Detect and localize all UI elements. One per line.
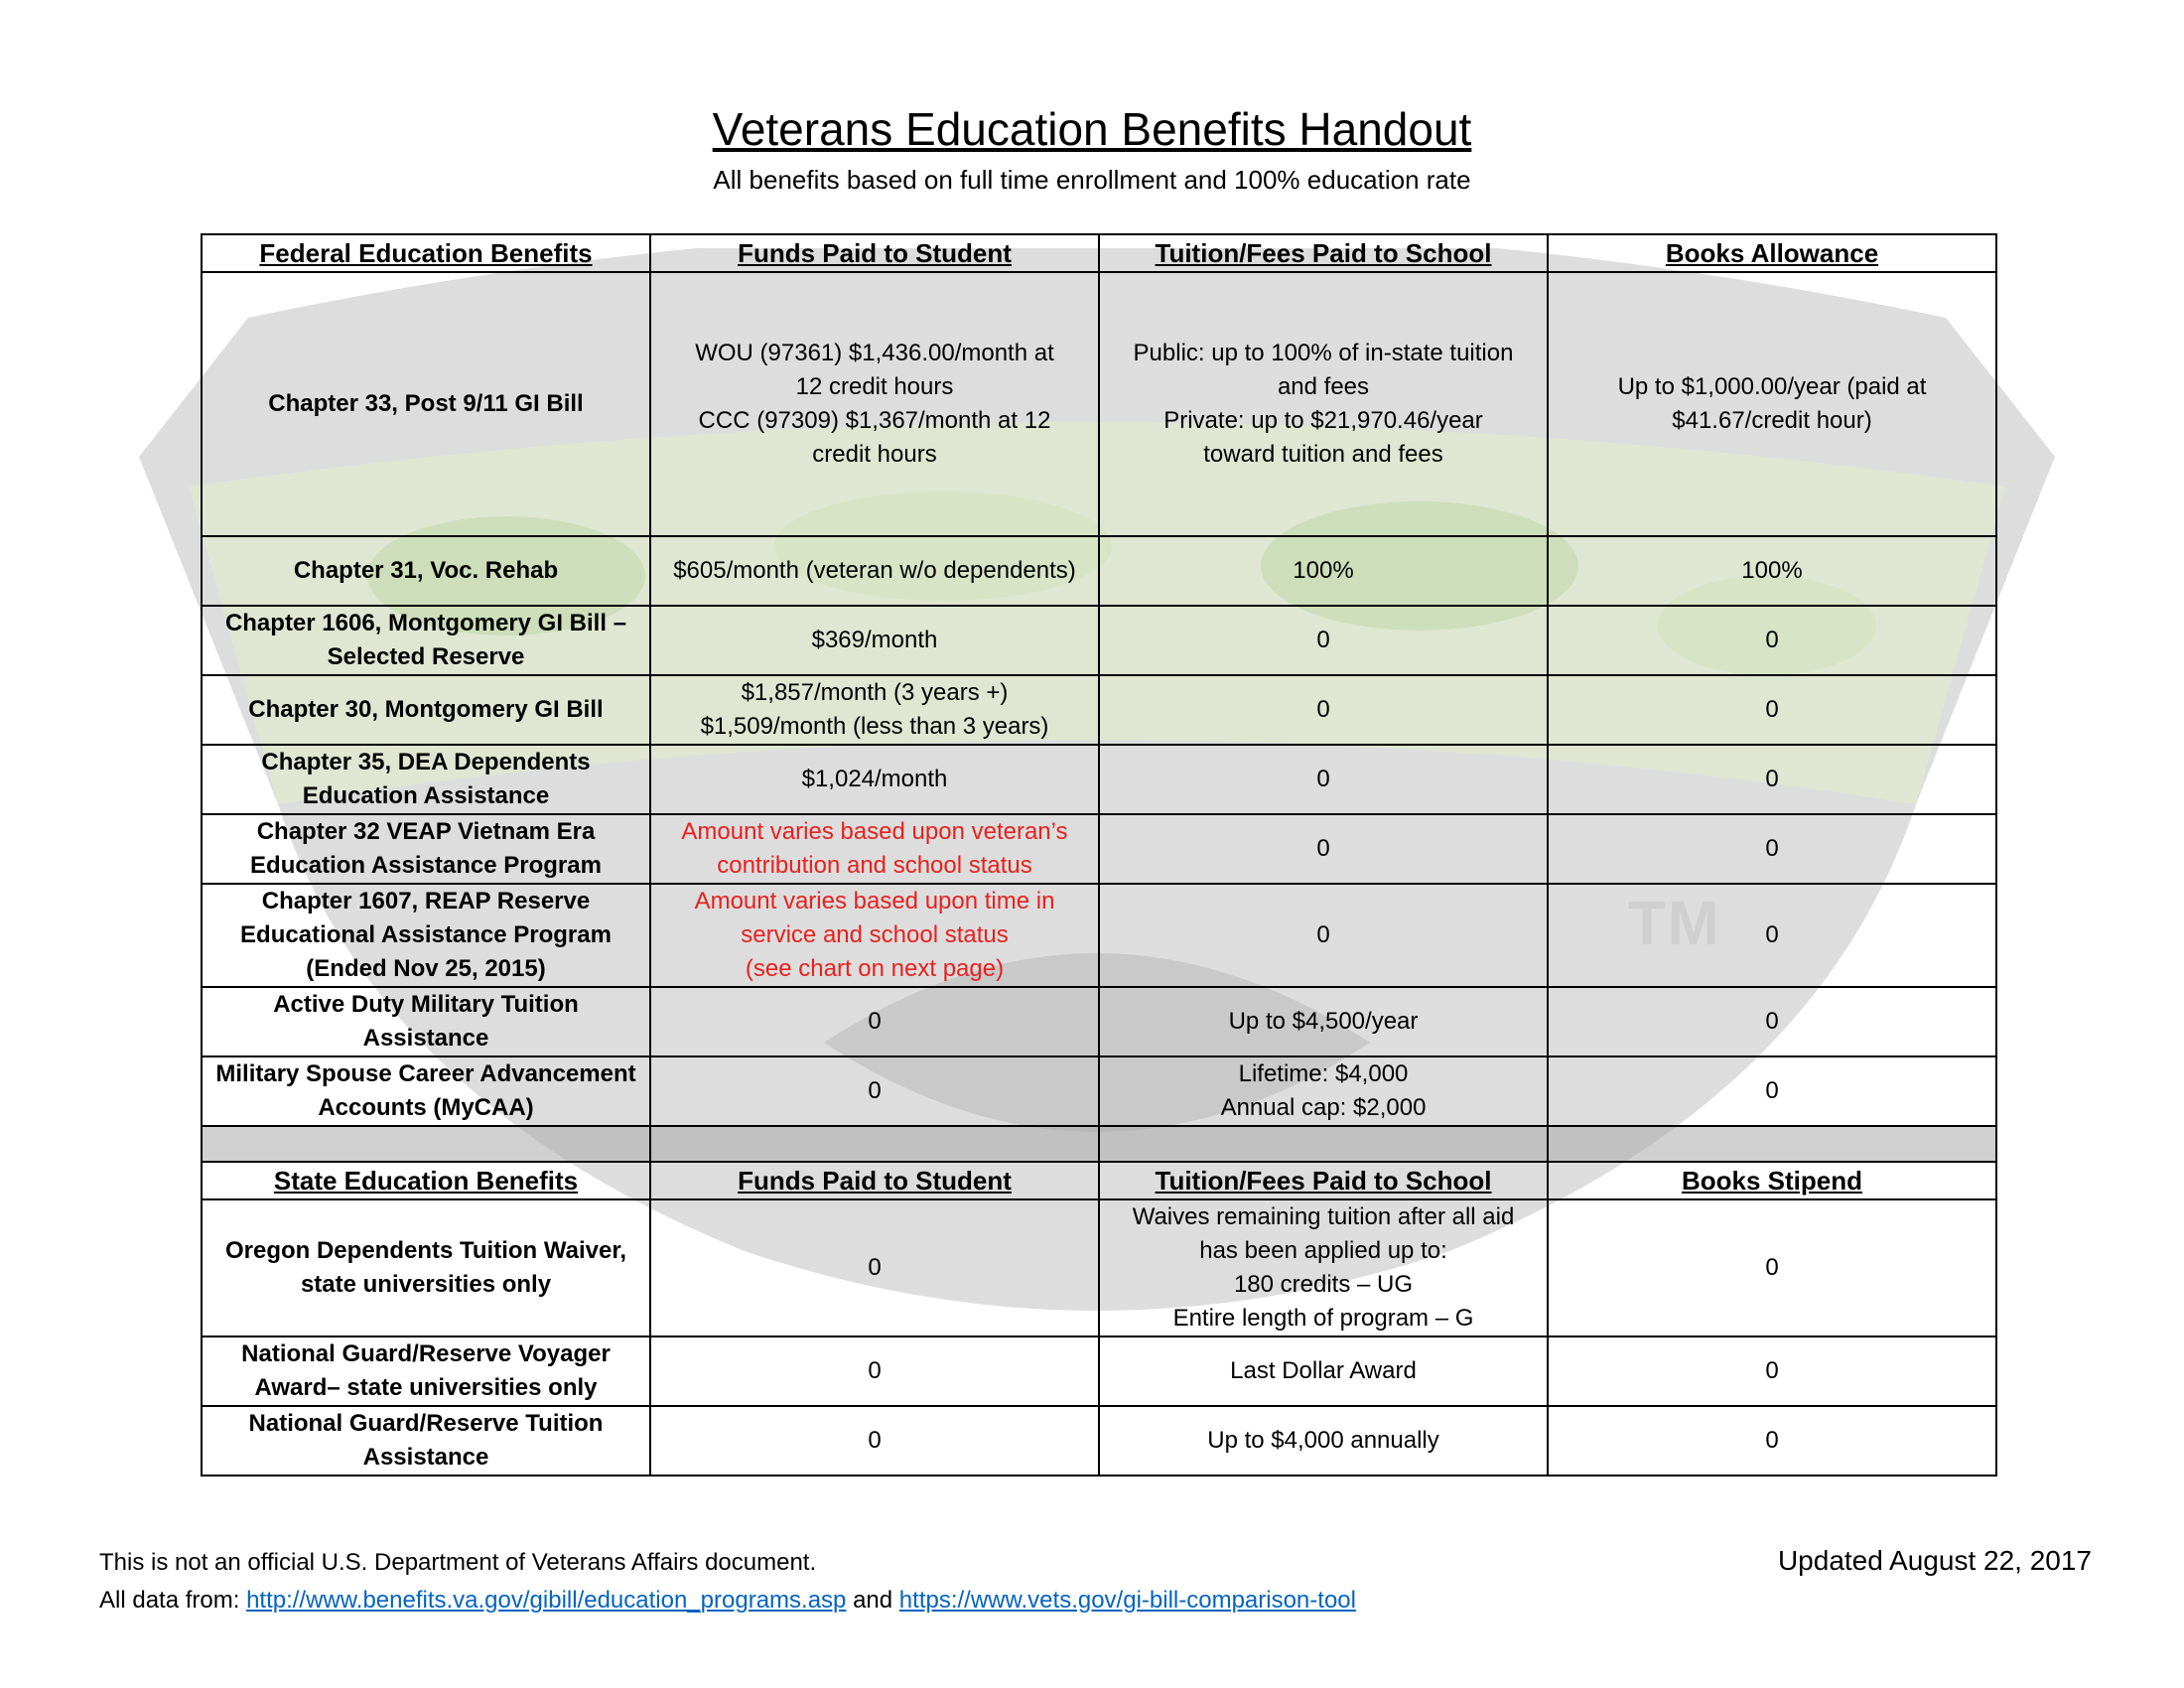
header-cell: Tuition/Fees Paid to School <box>1099 234 1548 272</box>
cell-line: Lifetime: $4,000 <box>1238 1060 1409 1087</box>
funds-cell: 0 <box>650 1336 1099 1406</box>
funds-cell: 0 <box>650 1199 1099 1336</box>
books-cell: 100% <box>1548 536 1996 606</box>
benefits-va-link[interactable]: http://www.benefits.va.gov/gibill/education_programs.asp <box>246 1587 847 1614</box>
table-row <box>202 606 1996 675</box>
cell-line: CCC (97309) $1,367/month at 12 <box>698 407 1051 434</box>
cell-line: toward tuition and fees <box>1203 441 1443 468</box>
tuition-cell: Up to $4,500/year <box>1099 987 1548 1056</box>
tuition-cell: 0 <box>1099 606 1548 675</box>
watermark-tm-mark: TM <box>1628 890 1721 958</box>
cell-line: credit hours <box>812 441 937 468</box>
spacer-cell <box>202 1126 650 1162</box>
table-row <box>202 1406 1996 1476</box>
funds-cell: $369/month <box>650 606 1099 675</box>
benefit-name: Chapter 35, DEA Dependents Education Assistance <box>202 745 650 814</box>
cell-line: Annual cap: $2,000 <box>1220 1094 1427 1121</box>
benefit-name: National Guard/Reserve Tuition Assistance <box>202 1406 650 1476</box>
books-cell: 0 <box>1548 884 1996 987</box>
spacer-cell <box>1548 1126 1996 1162</box>
books-cell: 0 <box>1548 1199 1996 1336</box>
funds-cell: $1,024/month <box>650 745 1099 814</box>
header-cell: State Education Benefits <box>202 1162 650 1199</box>
funds-cell: 0 <box>650 1056 1099 1126</box>
tuition-cell: 0 <box>1099 814 1548 884</box>
funds-cell: $605/month (veteran w/o dependents) <box>650 536 1099 606</box>
header-cell: Books Stipend <box>1548 1162 1996 1199</box>
cell-line: has been applied up to: <box>1199 1237 1447 1264</box>
cell-line: Up to $1,000.00/year (paid at <box>1617 373 1927 400</box>
header-cell: Funds Paid to Student <box>650 234 1099 272</box>
spacer-cell <box>1099 1126 1548 1162</box>
federal-header-row <box>202 234 1996 272</box>
cell-line: Entire length of program – G <box>1172 1305 1474 1332</box>
tuition-cell <box>1099 1056 1548 1126</box>
books-cell: 0 <box>1548 987 1996 1056</box>
tuition-cell: 0 <box>1099 884 1548 987</box>
table-row <box>202 1199 1996 1336</box>
books-cell: 0 <box>1548 1336 1996 1406</box>
cell-line: and fees <box>1277 373 1370 400</box>
table-row <box>202 1336 1996 1406</box>
state-header-row <box>202 1162 1996 1199</box>
benefit-name: Chapter 30, Montgomery GI Bill <box>202 675 650 745</box>
cell-line: 12 credit hours <box>795 373 954 400</box>
books-cell <box>1548 272 1996 536</box>
books-cell: 0 <box>1548 745 1996 814</box>
cell-line: Private: up to $21,970.46/year <box>1163 407 1483 434</box>
books-cell: 0 <box>1548 606 1996 675</box>
spacer-row <box>202 1126 1996 1162</box>
cell-line: (see chart on next page) <box>745 955 1005 982</box>
cell-line: Public: up to 100% of in-state tuition <box>1133 340 1514 366</box>
benefit-name: Chapter 1607, REAP Reserve Educational Assistance Program (Ended Nov 25, 2015) <box>202 884 650 987</box>
benefit-name: Military Spouse Career Advancement Accounts (MyCAA) <box>202 1056 650 1126</box>
benefit-name: National Guard/Reserve Voyager Award– state universities only <box>202 1336 650 1406</box>
data-source-line <box>99 1587 1356 1615</box>
and-label: and <box>846 1587 899 1614</box>
cell-line: $1,509/month (less than 3 years) <box>700 713 1049 740</box>
tuition-cell: 100% <box>1099 536 1548 606</box>
updated-date: Updated August 22, 2017 <box>1777 1545 2092 1576</box>
benefit-name: Active Duty Military Tuition Assistance <box>202 987 650 1056</box>
cell-line: Amount varies based upon time in <box>694 888 1055 914</box>
funds-cell <box>650 675 1099 745</box>
funds-cell: 0 <box>650 1406 1099 1476</box>
tuition-cell <box>1099 272 1548 536</box>
books-cell: 0 <box>1548 1056 1996 1126</box>
cell-line: $41.67/credit hour) <box>1672 407 1872 434</box>
page-title: Veterans Education Benefits Handout <box>712 103 1472 155</box>
books-cell: 0 <box>1548 814 1996 884</box>
table-row <box>202 272 1996 536</box>
table-row <box>202 814 1996 884</box>
funds-cell <box>650 272 1099 536</box>
benefit-name: Chapter 1606, Montgomery GI Bill – Selected Reserve <box>202 606 650 675</box>
data-from-label: All data from: <box>99 1587 247 1614</box>
tuition-cell: Up to $4,000 annually <box>1099 1406 1548 1476</box>
table-row <box>202 536 1996 606</box>
benefit-name: Chapter 33, Post 9/11 GI Bill <box>202 272 650 536</box>
table-row <box>202 675 1996 745</box>
tuition-cell: 0 <box>1099 745 1548 814</box>
tuition-cell: 0 <box>1099 675 1548 745</box>
gi-bill-comparison-link[interactable]: https://www.vets.gov/gi-bill-comparison-tool <box>898 1587 1356 1614</box>
funds-cell <box>650 884 1099 987</box>
books-cell: 0 <box>1548 675 1996 745</box>
table-row <box>202 884 1996 987</box>
cell-line: $1,857/month (3 years +) <box>741 679 1009 706</box>
spacer-cell <box>650 1126 1099 1162</box>
cell-line: service and school status <box>741 921 1009 948</box>
table-row <box>202 745 1996 814</box>
page-subtitle: All benefits based on full time enrollment and 100% education rate <box>713 165 1471 195</box>
benefit-name: Chapter 32 VEAP Vietnam Era Education Assistance Program <box>202 814 650 884</box>
cell-line: Waives remaining tuition after all aid <box>1132 1203 1515 1230</box>
header-cell: Funds Paid to Student <box>650 1162 1099 1199</box>
disclaimer-text: This is not an official U.S. Department of Veterans Affairs document. <box>99 1549 817 1576</box>
header-cell: Tuition/Fees Paid to School <box>1099 1162 1548 1199</box>
header-cell: Federal Education Benefits <box>202 234 650 272</box>
benefits-table <box>201 233 1997 1477</box>
books-cell: 0 <box>1548 1406 1996 1476</box>
tuition-cell <box>1099 1199 1548 1336</box>
cell-line: WOU (97361) $1,436.00/month at <box>695 340 1054 366</box>
funds-cell: 0 <box>650 987 1099 1056</box>
tuition-cell: Last Dollar Award <box>1099 1336 1548 1406</box>
funds-cell: Amount varies based upon veteran’s contribution and school status <box>650 814 1099 884</box>
benefit-name: Chapter 31, Voc. Rehab <box>202 536 650 606</box>
table-row <box>202 987 1996 1056</box>
benefit-name: Oregon Dependents Tuition Waiver, state universities only <box>202 1199 650 1336</box>
cell-line: 180 credits – UG <box>1233 1271 1414 1298</box>
table-row <box>202 1056 1996 1126</box>
header-cell: Books Allowance <box>1548 234 1996 272</box>
